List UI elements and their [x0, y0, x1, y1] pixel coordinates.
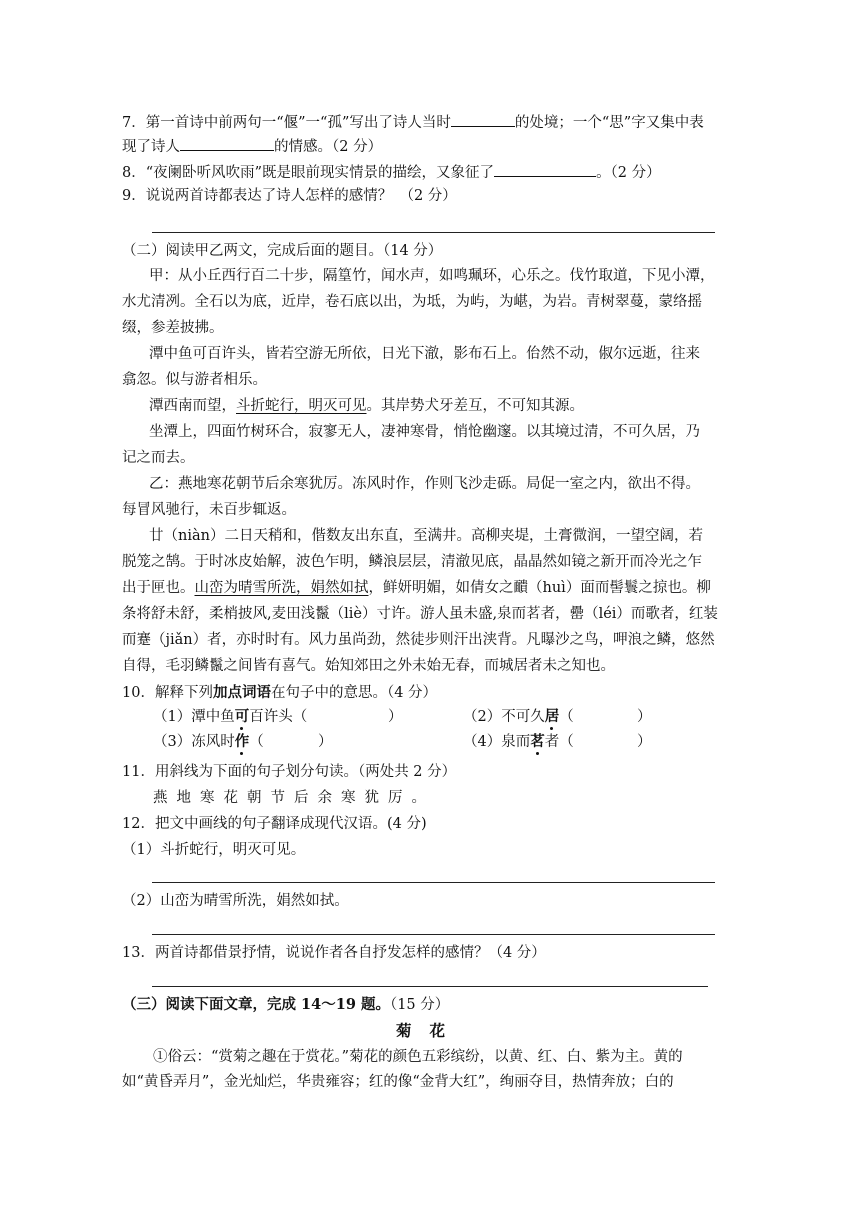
q8-blank[interactable]: [494, 160, 596, 177]
jia-line-6-a: 潭西南而望，: [149, 398, 236, 414]
jia-line-5: 翕忽。似与游者相乐。: [122, 372, 267, 388]
q13-question: 13．两首诗都借景抒情，说说作者各自抒发怎样的感情？（4 分）: [122, 945, 546, 961]
q10-item-2-a: （2）不可久: [463, 709, 545, 725]
yi-line-5: [122, 578, 711, 598]
q8-text-b: 。（2 分）: [596, 165, 661, 181]
jia-line-6: [149, 396, 584, 416]
q10-item-3-b: （: [249, 734, 264, 750]
q10-item-3-keyword: 作: [234, 733, 250, 750]
q8-text-a: 8．“夜阑卧听风吹雨”既是眼前现实情景的描绘，又象征了: [122, 165, 495, 181]
yi-line-3: 廿（niàn）二日天稍和，偕数友出东直，至满井。高柳夹堤，土膏微润，一望空阔，若: [149, 528, 703, 544]
q12-answer-line-2[interactable]: [152, 934, 715, 935]
q10-item-4-keyword: 茗: [530, 733, 545, 750]
section3-heading: [122, 995, 449, 1015]
q7-blank-1[interactable]: [451, 110, 515, 127]
q11-sentence[interactable]: 燕地寒花朝节后余寒犹厉。: [153, 790, 435, 806]
q8-line: [122, 160, 661, 183]
q12-heading: 12．把文中画线的句子翻译成现代汉语。(4 分): [122, 816, 427, 832]
section2-heading: （二）阅读甲乙两文，完成后面的题目。（14 分）: [122, 243, 443, 259]
jia-line-1: 甲：从小丘西行百二十步，隔篁竹，闻水声，如鸣珮环，心乐之。伐竹取道，下见小潭，: [149, 268, 715, 284]
section3-heading-score: （15 分）: [389, 997, 450, 1013]
article-title: 菊花: [396, 1021, 464, 1040]
q10-item-2-keyword: 居: [544, 708, 560, 725]
q10-item-4: [463, 732, 574, 752]
yi-underlined-sentence: 山峦为晴雪所洗，娟然如拭: [194, 580, 369, 596]
jia-line-7: 坐潭上，四面竹树环合，寂寥无人，凄神寒骨，悄怆幽邃。以其境过清，不可久居，乃: [149, 424, 700, 440]
yi-line-1: 乙：燕地寒花朝节后余寒犹厉。冻风时作，作则飞沙走砾。局促一室之内，欲出不得。: [149, 476, 700, 492]
q7-line1: [122, 110, 704, 133]
yi-line-6: 条将舒未舒，柔梢披风,麦田浅鬣（liè）寸许。游人虽未盛,泉而茗者，罍（léi）而歌者，红装: [122, 606, 718, 622]
q9-question: 9．说说两首诗都表达了诗人怎样的感情？ （2 分）: [122, 188, 457, 204]
q7-text-c: 现了诗人: [122, 139, 180, 155]
yi-line-7: 而蹇（jiǎn）者，亦时时有。风力虽尚劲，然徒步则汗出浃背。凡曝沙之鸟，呷浪之鳞，悠然: [122, 632, 715, 648]
q12-answer-line-1[interactable]: [152, 882, 715, 883]
yi-line-8: 自得，毛羽鳞鬣之间皆有喜气。始知郊田之外未始无春，而城居者未之知也。: [122, 658, 615, 674]
q10-item-2: [463, 707, 574, 727]
q10-heading: [122, 683, 437, 703]
jia-line-8: 记之而去。: [122, 450, 195, 466]
q10-item-1-keyword: 可: [234, 708, 250, 725]
article-para-line-1: ①俗云：“赏菊之趣在于赏花。”菊花的颜色五彩缤纷，以黄、红、白、紫为主。黄的: [153, 1049, 683, 1065]
q10-item-1-b: 百许头（: [249, 709, 308, 725]
q10-item-4-b: 者（: [544, 734, 574, 750]
q10-item-4-a: （4）泉而: [463, 734, 531, 750]
q7-text-a: 7．第一首诗中前两句一“偃”一“孤”写出了诗人当时: [122, 115, 451, 131]
q10-item-1-a: （1）潭中鱼: [153, 709, 235, 725]
q10-item-2-close: ）: [637, 709, 652, 725]
q10-item-3: [153, 732, 264, 752]
article-para-line-2: 如“黄昏弄月”，金光灿烂，华贵雍容；红的像“金背大红”，绚丽夺目，热情奔放；白的: [122, 1074, 674, 1090]
q10-item-1-close: ）: [388, 709, 403, 725]
q7-text-d: 的情感。（2 分）: [274, 139, 383, 155]
q7-blank-2[interactable]: [180, 134, 274, 151]
q10-item-2-b: （: [559, 709, 574, 725]
jia-line-4: 潭中鱼可百许头，皆若空游无所依，日光下澈，影布石上。佁然不动，俶尔远逝，往来: [149, 346, 700, 362]
yi-line-2: 每冒风驰行，未百步辄返。: [122, 502, 296, 518]
yi-line-4: 脱笼之鹄。于时冰皮始解，波色乍明，鳞浪层层，清澈见底，晶晶然如镜之新开而冷光之乍: [122, 554, 702, 570]
q10-heading-bold: 加点词语: [212, 684, 271, 701]
q10-item-3-a: （3）冻风时: [153, 734, 235, 750]
jia-line-2: 水尤清冽。全石以为底，近岸，卷石底以出，为坻，为屿，为嵁，为岩。青树翠蔓，蒙络摇: [122, 294, 702, 310]
q10-heading-c: 在句子中的意思。（4 分）: [270, 685, 438, 701]
q11-heading: 11．用斜线为下面的句子划分句读。（两处共 2 分）: [122, 764, 457, 780]
q7-line2: [122, 134, 382, 157]
q12-sentence-1: （1）斗折蛇行，明灭可见。: [122, 842, 306, 858]
q10-item-3-close: ）: [318, 734, 333, 750]
q7-text-b: 的处境；一个“思”字又集中表: [514, 115, 704, 131]
jia-line-3: 缀，参差披拂。: [122, 320, 224, 336]
jia-line-6-b: 。其岸势犬牙差互，不可知其源。: [366, 398, 584, 414]
yi-line-5-b: ，鲜妍明媚，如倩女之靧（huì）面而髻鬟之掠也。柳: [368, 580, 711, 596]
q9-answer-line[interactable]: [152, 232, 715, 233]
section3-heading-bold: （三）阅读下面文章，完成 14～19 题。: [122, 996, 390, 1013]
yi-line-5-a: 出于匣也。: [122, 580, 195, 596]
jia-underlined-sentence: 斗折蛇行，明灭可见: [236, 398, 367, 414]
q10-item-4-close: ）: [637, 734, 652, 750]
q10-heading-a: 10．解释下列: [122, 685, 213, 701]
q12-sentence-2: （2）山峦为晴雪所洗，娟然如拭。: [122, 893, 349, 909]
q10-item-1: [153, 707, 307, 727]
q13-answer-line[interactable]: [152, 986, 708, 987]
